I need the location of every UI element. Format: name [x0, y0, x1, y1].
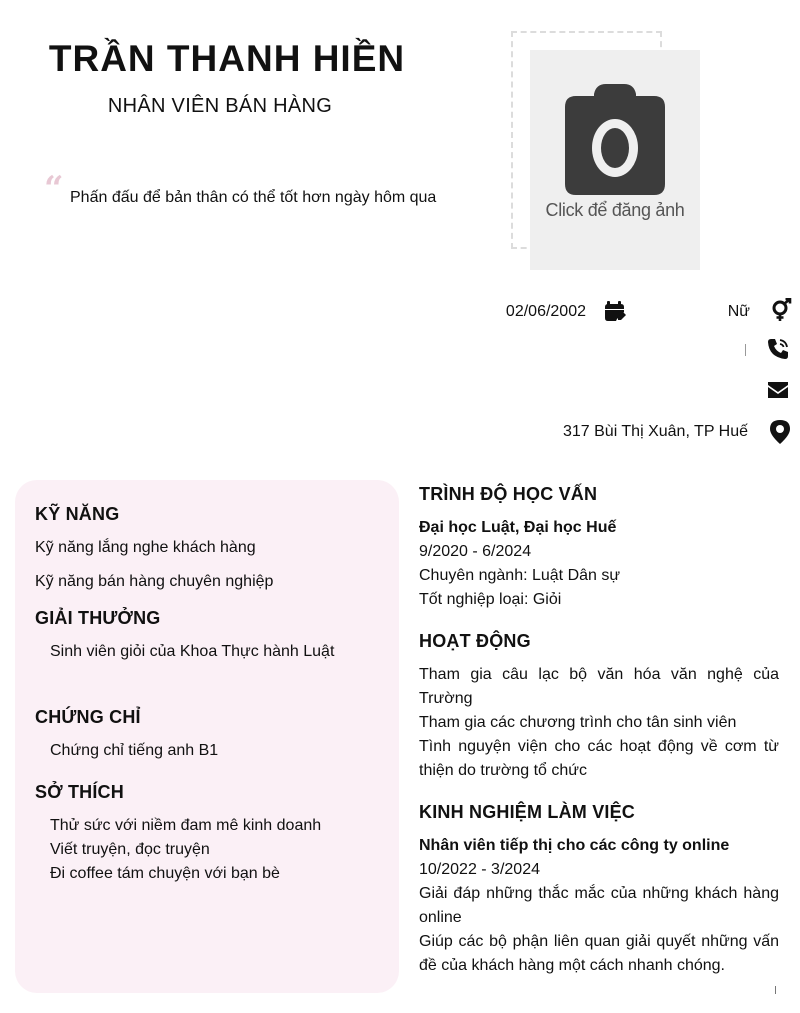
skills-title: KỸ NĂNG: [35, 504, 120, 524]
gender-icon: [769, 298, 793, 322]
phone-cursor: [745, 344, 746, 356]
hobby-item: Thử sức với niềm đam mê kinh doanh: [50, 817, 322, 834]
experience-item: Giúp các bộ phận liên quan giải quyết những vấn đề của khách hàng một cách nhanh chóng.: [419, 933, 779, 974]
photo-upload-label: Click để đăng ảnh: [545, 200, 685, 220]
phone-icon: [766, 337, 790, 361]
photo-upload-button[interactable]: [530, 50, 700, 270]
hobby-item: Viết truyện, đọc truyện: [50, 841, 210, 858]
education-school: Đại học Luật, Đại học Huế: [419, 519, 617, 536]
awards-title: GIẢI THƯỞNG: [35, 608, 161, 628]
education-period: 9/2020 - 6/2024: [419, 543, 532, 560]
education-major: Chuyên ngành: Luật Dân sự: [419, 567, 621, 584]
skill-item: Kỹ năng lắng nghe khách hàng: [35, 539, 256, 556]
experience-position: Nhân viên tiếp thị cho các công ty online: [419, 837, 730, 854]
skill-item: Kỹ năng bán hàng chuyên nghiệp: [35, 573, 274, 590]
address-value: 317 Bùi Thị Xuân, TP Huế: [562, 423, 748, 440]
text-cursor: [775, 986, 776, 994]
experience-title: KINH NGHIỆM LÀM VIỆC: [419, 802, 636, 822]
activity-item: Tham gia các chương trình cho tân sinh viên: [419, 714, 737, 731]
activity-item: Tham gia câu lạc bộ văn hóa văn nghệ của Trường: [419, 666, 779, 707]
gender-value: Nữ: [727, 303, 750, 320]
activities-title: HOẠT ĐỘNG: [419, 631, 531, 651]
award-item: Sinh viên giỏi của Khoa Thực hành Luật: [50, 643, 335, 660]
experience-item: Giải đáp những thắc mắc của những khách hàng online: [419, 885, 779, 926]
quote-icon: “: [44, 169, 64, 209]
calendar-edit-icon: [604, 300, 626, 322]
candidate-name: TRẦN THANH HIỀN: [48, 38, 406, 79]
hobby-item: Đi coffee tám chuyện với bạn bè: [50, 865, 280, 882]
education-title: TRÌNH ĐỘ HỌC VẤN: [419, 484, 598, 504]
experience-period: 10/2022 - 3/2024: [419, 861, 540, 878]
camera-icon: [564, 82, 666, 196]
birthday-value: 02/06/2002: [505, 303, 586, 320]
certificate-item: Chứng chỉ tiếng anh B1: [50, 742, 219, 759]
hobbies-title: SỞ THÍCH: [35, 782, 124, 802]
education-grade: Tốt nghiệp loại: Giỏi: [419, 591, 562, 608]
email-icon: [767, 379, 789, 401]
location-pin-icon: [768, 419, 792, 445]
certificates-title: CHỨNG CHỈ: [35, 707, 141, 727]
activity-item: Tình nguyện viện cho các hoạt động về cơm từ thiện do trường tổ chức: [419, 738, 779, 779]
personal-quote: Phấn đấu để bản thân có thể tốt hơn ngày hôm qua: [70, 189, 437, 206]
job-title: NHÂN VIÊN BÁN HÀNG: [107, 95, 333, 117]
